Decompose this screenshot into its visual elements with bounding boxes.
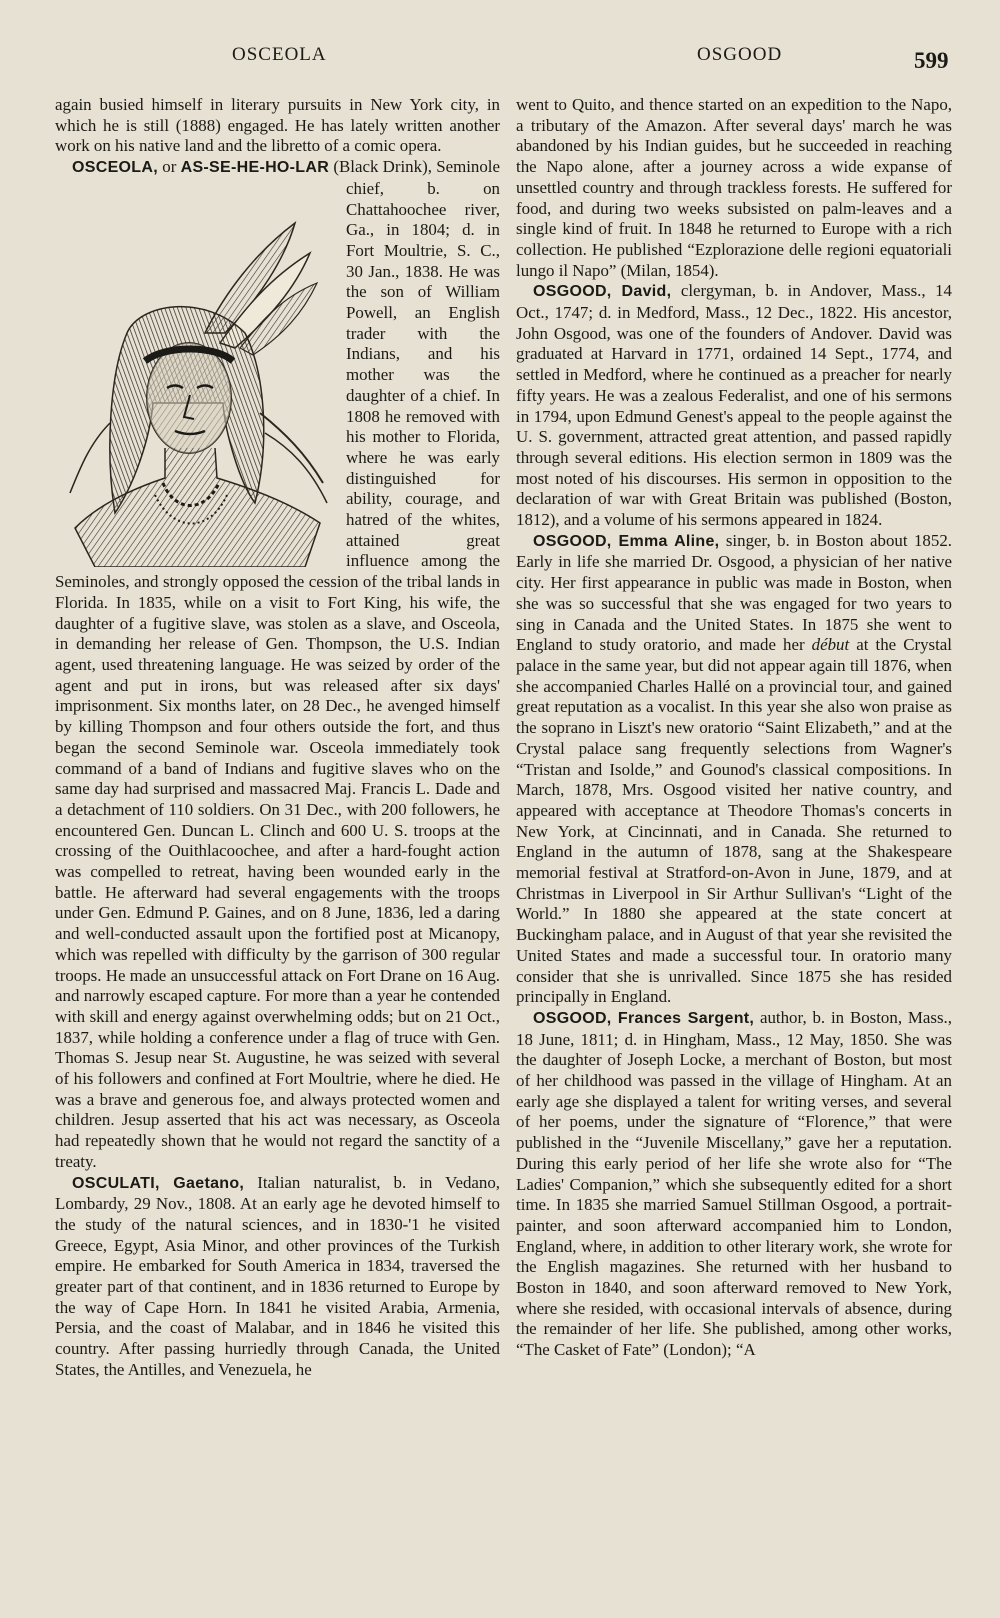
osceola-body: (Black Drink), Seminole chief, b. on Chattahoochee river, Ga., in 1804; d. in Fort Moultrie, S. C., 30 Jan., 1838. He was the son of William Powell, an English trader with the Indians, and his mother was the daughter of a chief. In 1808 he removed with his mother to Florida, where he was early distinguished for ability, courage, and hatred of the whites, attained great influence among the Seminoles, and strongly opposed the cession of the tribal lands in Florida. In 1835, while on a visit to Fort King, his wife, the daughter of a fugitive slave, was stolen as a slave, and Osceola, in demanding her release of Gen. Thompson, the U.S. Indian agent, used threatening language. He was seized by order of the agent and put in irons, but was released after six days' imprisonment. Six months later, on 28 Dec., he avenged himself by killing Thompson and four others outside the fort, and thus began the second Seminole war. Osceola immediately took command of a band of Indians and fugitive slaves who on the same day had surprised and massacred Maj. Francis L. Dade and a detachment of 110 soldiers. On 31 Dec., with 200 followers, he encountered Gen. Duncan L. Clinch and 600 U. S. troops at the crossing of the Ouithlacoochee, and after a hard-fought action was compelled to retreat, having been wounded early in the battle. He afterward had several engagements with the troops under Gen. Edmund P. Gaines, and on 8 June, 1836, led a daring and well-conducted assault upon the fortified post at Micanopy, which was repelled with difficulty by the garrison of 300 regular troops. He made an unsuccessful attack on Fort Drane on 16 Aug. and narrowly escaped capture. For more than a year he contended with skill and energy against overwhelming odds; but on 21 Oct., 1837, while holding a conference under a flag of truce with Gen. Thomas S. Jesup near St. Augustine, he was seized with several of his followers and confined at Fort Moultrie, where he died. He was a brave and generous foe, and always protected women and children. Jesup asserted that his act was necessary, as Osceola had repeatedly shown that he would not regard the sanctity of a treaty.	[55, 157, 500, 1171]
running-head-right: OSGOOD	[697, 44, 783, 65]
page-number: 599	[914, 48, 949, 73]
entry-osgood-frances	[516, 1008, 952, 1361]
osculati-continuation-paragraph: went to Quito, and thence started on an expedition to the Napo, a tributary of the Amazon. After several days' march he was abandoned by his Indian guides, but he succeeded in reaching the Napo alone, after a journey across a wide expanse of unsettled country and through trackless forests. He suffered for food, and during two weeks subsisted on palm-leaves and a single kind of fruit. In 1848 he returned to Europe with a rich collection. He published “Ezplorazione delle regioni equatoriali lungo il Napo” (Milan, 1854).	[516, 95, 952, 280]
running-head-left: OSCEOLA	[232, 44, 327, 65]
entry-osgood-emma	[516, 531, 952, 1008]
entry-osculati	[55, 1173, 500, 1381]
osceola-engraving-icon	[55, 183, 340, 567]
osgood-emma-body-1: singer, b. in Boston about 1852. Early in life she married Dr. Osgood, a physician of her native city. Her first appearance in public was made in Boston, when she was so successful that she was engaged for two years to sing in Canada and the United States. In 1875 she went to England to study oratorio, and made her	[516, 530, 952, 655]
osculati-body: Italian naturalist, b. in Vedano, Lombardy, 29 Nov., 1808. At an early age he devoted himself to the study of the natural sciences, and in 1830-'1 he visited Greece, Egypt, Asia Minor, and other provinces of the Turkish empire. He embarked for South America in 1834, traversed the greater part of that continent, and in 1836 returned to Europe by the way of Cape Horn. In 1841 he visited Arabia, Armenia, Persia, and the coast of Malabar, and in 1846 he visited this country. After passing hurriedly through Canada, the United States, the Antilles, and Venezuela, he	[55, 1172, 500, 1379]
headword-osculati: OSCULATI, Gaetano,	[72, 1174, 245, 1192]
left-column	[55, 95, 500, 1381]
entry-osceola	[55, 157, 500, 1172]
headword-osgood-frances: OSGOOD, Frances Sargent,	[533, 1009, 755, 1027]
headword-as-se-he-ho-lar: AS-SE-HE-HO-LAR	[180, 159, 330, 177]
osgood-emma-body-2: at the Crystal palace in the same year, but did not appear again till 1876, when she accompanied Charles Hallé on a provincial tour, and gained great reputation as a vocalist. In this year she also won praise as the soprano in Liszt's new oratorio “Saint Elizabeth,” and at the Crystal palace sang frequently selections from Wagner's “Tristan and Isolde,” and Gounod's classical compositions. In March, 1878, Mrs. Osgood visited her native country, and appeared with acceptance at Theodore Thomas's concerts in New York, at Cincinnati, and in Canada. She returned to England in the autumn of 1878, sang at the Shakespeare memorial festival at Stratford-on-Avon in June, 1879, and at Christmas in Liverpool in Sir Arthur Sullivan's “Light of the World.” In 1880 she appeared at the state concert at Buckingham palace, and in August of that year she revisited the United States and made a successful tour. In oratorio many consider that she is unrivalled. Since 1875 she has resided principally in England.	[516, 635, 952, 1007]
entry-osgood-david	[516, 281, 952, 530]
headword-osgood-david: OSGOOD, David,	[533, 283, 672, 301]
debut-italic: début	[811, 635, 850, 655]
right-column	[516, 95, 952, 1361]
osceola-portrait	[55, 183, 340, 567]
osceola-or: or	[157, 157, 181, 177]
headword-osceola: OSCEOLA,	[72, 159, 158, 177]
osgood-continuation-paragraph: again busied himself in literary pursuits in New York city, in which he is still (1888) engaged. He has lately written another work on his native land and the libretto of a comic opera.	[55, 95, 500, 156]
headword-osgood-emma: OSGOOD, Emma Aline,	[533, 532, 720, 550]
osgood-frances-body: author, b. in Boston, Mass., 18 June, 1811; d. in Hingham, Mass., 12 May, 1850. She was the daughter of Joseph Locke, a merchant of Boston, but most of her childhood was passed in the village of Hingham. At an early age she displayed a talent for writing verses, and several of her poems, under the signature of “Florence,” that were published in the “Juvenile Miscellany,” gave her a reputation. During this early period of her life she wrote also for “The Ladies' Companion,” which she subsequently edited for a short time. In 1835 she married Samuel Stillman Osgood, a portrait-painter, and soon afterward accompanied him to London, England, where, in addition to other literary work, she wrote for the English magazines. She returned with her husband to Boston in 1840, and soon afterward removed to New York, where she resided, with occasional intervals of absence, during the remainder of her life. She published, among other works, “The Casket of Fate” (London); “A	[516, 1007, 952, 1360]
osgood-david-body: clergyman, b. in Andover, Mass., 14 Oct., 1747; d. in Medford, Mass., 12 Dec., 1822. His ancestor, John Osgood, was one of the founders of Andover. David was graduated at Harvard in 1771, ordained 14 Sept., 1774, and settled in Medford, where he continued as a preacher for nearly fifty years. He was a zealous Federalist, and one of his sermons in 1794, upon Edmund Genest's appeal to the people against the U. S. government, attracted great attention, and passed rapidly through several editions. His election sermon in 1809 was the most noted of his discourses. His sermon in opposition to the declaration of war with Great Britain was published (Boston, 1812), and a volume of his sermons appeared in 1824.	[516, 281, 952, 530]
